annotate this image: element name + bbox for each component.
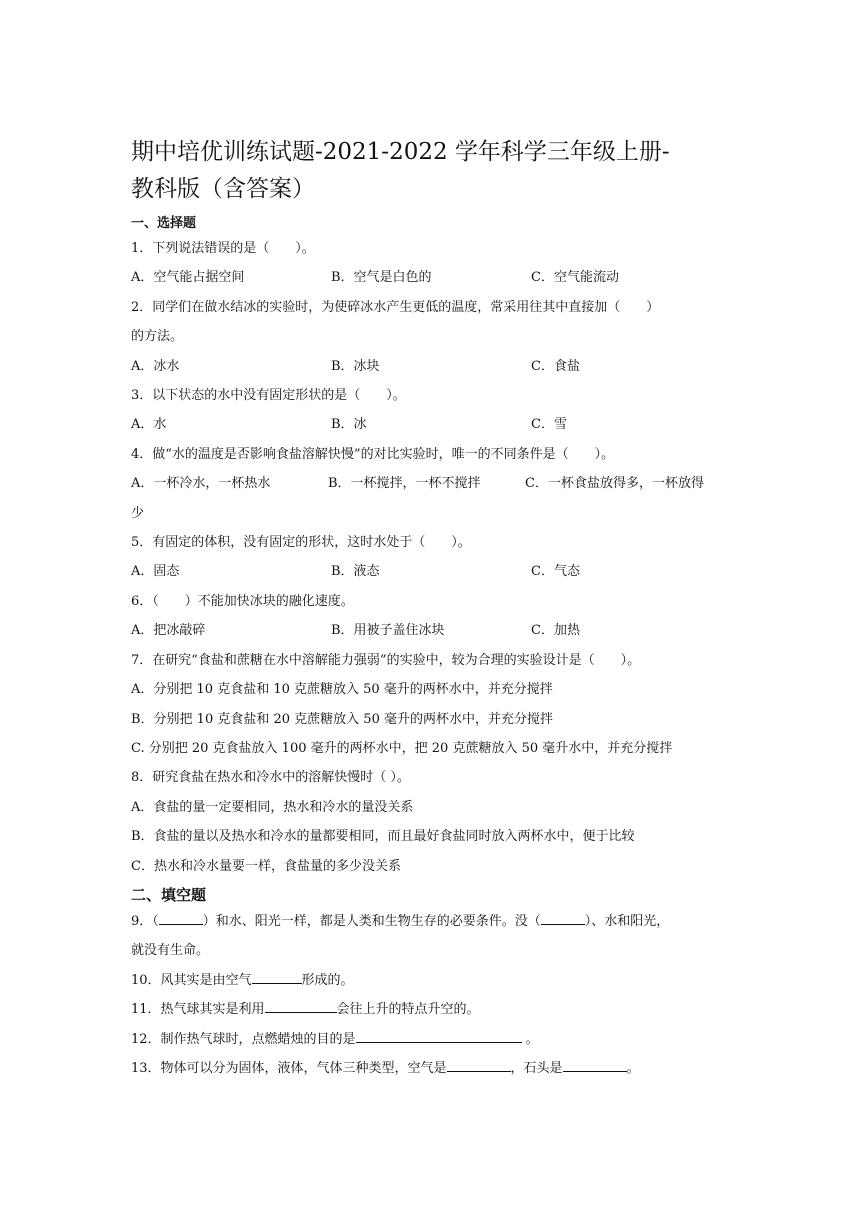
question-3-option-b: B．冰 — [331, 417, 367, 433]
question-5-option-b: B．液态 — [331, 564, 380, 580]
question-2-stem-line-1: 2．同学们在做水结冰的实验时，为使碎冰水产生更低的温度，常采用往其中直接加（ ） — [131, 299, 660, 315]
question-11-blank[interactable] — [265, 998, 337, 1013]
question-9-text-1: 9．（ — [131, 913, 159, 929]
question-9-blank-2[interactable] — [541, 910, 585, 925]
question-3-option-a: A．水 — [131, 417, 167, 433]
page-title — [131, 134, 731, 208]
question-1-option-b: B．空气是白色的 — [331, 270, 432, 286]
question-4-option-a: A．一杯冷水，一杯热水 — [131, 476, 271, 492]
question-8-stem: 8．研究食盐在热水和冷水中的溶解快慢时（ ）。 — [131, 770, 410, 786]
question-8-option-a: A．食盐的量一定要相同，热水和冷水的量没关系 — [131, 799, 414, 815]
question-11-text-2: 会往上升的特点升空的。 — [336, 1002, 480, 1018]
question-4-option-c: C．一杯食盐放得多，一杯放得 — [525, 476, 704, 492]
question-2-option-a: A．冰水 — [131, 358, 180, 374]
question-13-text-1: 13．物体可以分为固体，液体，气体三种类型，空气是 — [131, 1060, 447, 1076]
question-3-stem: 3．以下状态的水中没有固定形状的是（ ）。 — [131, 388, 406, 404]
question-13-text-3: 。 — [626, 1060, 640, 1076]
question-8-option-b: B．食盐的量以及热水和冷水的量都要相同，而且最好食盐同时放入两杯水中，便于比较 — [131, 829, 635, 845]
section-heading-choice: 一、选择题 — [131, 216, 197, 231]
question-10 — [131, 966, 731, 995]
question-7-option-c: C. 分别把 20 克食盐放入 100 毫升的两杯水中，把 20 克蔗糖放入 50 毫升水中，并充分搅拌 — [131, 740, 673, 756]
question-10-text-1: 10．风其实是由空气 — [131, 972, 252, 988]
question-9-blank-1[interactable] — [159, 910, 203, 925]
title-line-2: 教科版（含答案） — [131, 176, 315, 202]
question-4-options — [131, 469, 731, 498]
question-9-line-1 — [131, 907, 731, 936]
question-10-text-2: 形成的。 — [301, 972, 354, 988]
question-2-options — [131, 352, 731, 381]
question-12-text-1: 12．制作热气球时，点燃蜡烛的目的是 — [131, 1031, 356, 1047]
question-5-stem: 5．有固定的体积，没有固定的形状，这时水处于（ ）。 — [131, 535, 471, 551]
question-2-option-c: C．食盐 — [531, 358, 580, 374]
question-12-text-2: 。 — [521, 1031, 539, 1047]
question-6-options — [131, 616, 731, 645]
question-7-option-b: B．分别把 10 克食盐和 20 克蔗糖放入 50 毫升的两杯水中，并充分搅拌 — [131, 711, 553, 727]
question-12-blank[interactable] — [356, 1028, 522, 1043]
question-1-option-c: C．空气能流动 — [531, 270, 619, 286]
question-6-option-c: C．加热 — [531, 623, 580, 639]
question-13-text-2: ，石头是 — [510, 1060, 563, 1076]
question-7-stem: 7．在研究“食盐和蔗糖在水中溶解能力强弱”的实验中，较为合理的实验设计是（ ）。 — [131, 652, 641, 668]
question-4-stem: 4．做“水的温度是否影响食盐溶解快慢”的对比实验时，唯一的不同条件是（ ）。 — [131, 446, 615, 462]
question-11 — [131, 995, 731, 1024]
question-7-option-a: A．分别把 10 克食盐和 10 克蔗糖放入 50 毫升的两杯水中，并充分搅拌 — [131, 682, 553, 698]
question-1-stem: 1．下列说法错误的是（ ）。 — [131, 241, 315, 256]
question-9-line-2: 就没有生命。 — [131, 943, 210, 959]
question-1-options — [131, 263, 731, 292]
question-2-option-b: B．冰块 — [331, 358, 380, 374]
question-6-option-b: B．用被子盖住冰块 — [331, 623, 445, 639]
question-9-text-3: ）、水和阳光， — [584, 913, 670, 929]
question-13-blank-1[interactable] — [447, 1057, 511, 1072]
question-3-option-c: C．雪 — [531, 417, 567, 433]
title-line-1: 期中培优训练试题-2021-2022 学年科学三年级上册- — [131, 139, 670, 165]
question-6-option-a: A．把冰敲碎 — [131, 623, 206, 639]
question-13 — [131, 1054, 731, 1083]
question-4-option-c-continued: 少 — [131, 505, 145, 521]
question-5-options — [131, 557, 731, 586]
question-4-option-b: B．一杯搅拌，一杯不搅拌 — [328, 476, 481, 492]
question-1-option-a: A．空气能占据空间 — [131, 270, 245, 286]
question-6-stem: 6．（ ）不能加快冰块的融化速度。 — [131, 593, 354, 609]
question-8-option-c: C．热水和冷水量要一样，食盐量的多少没关系 — [131, 858, 401, 874]
question-13-blank-2[interactable] — [563, 1057, 627, 1072]
question-9-text-2: ）和水、阳光一样，都是人类和生物生存的必要条件。没（ — [202, 913, 541, 929]
question-5-option-c: C．气态 — [531, 564, 580, 580]
question-5-option-a: A．固态 — [131, 564, 180, 580]
question-3-options — [131, 410, 731, 439]
section-heading-fill-in: 二、填空题 — [131, 885, 207, 904]
question-2-stem-line-2: 的方法。 — [131, 329, 184, 345]
question-10-blank[interactable] — [252, 969, 302, 984]
question-12 — [131, 1025, 731, 1054]
worksheet-page — [131, 134, 731, 1083]
question-11-text-1: 11．热气球其实是利用 — [131, 1002, 265, 1018]
